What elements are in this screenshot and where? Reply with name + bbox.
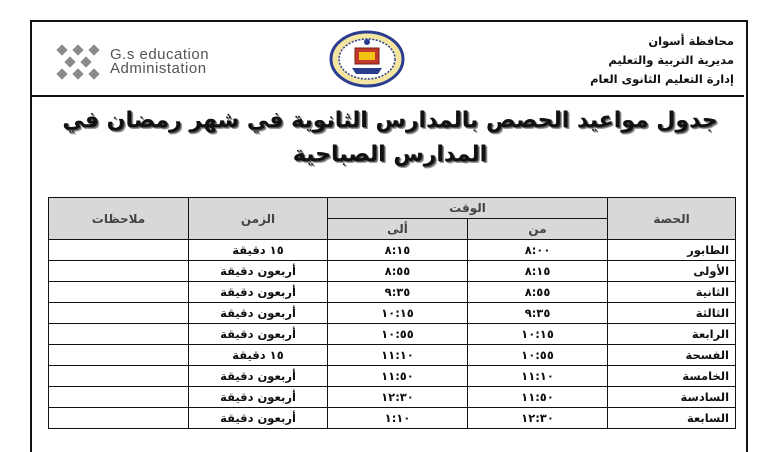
table-row: [49, 282, 736, 303]
duration-cell: أربعون دقيقة: [189, 303, 328, 324]
notes-cell: [49, 345, 189, 366]
schedule-table: [48, 197, 736, 429]
period-cell: السابعة: [608, 408, 736, 429]
title-line-2: المدارس الصباحية: [292, 142, 488, 167]
time-from-cell: ١٢:٣٠: [468, 408, 608, 429]
brand-line-2: Administation: [110, 60, 207, 77]
time-to-cell: ٨:٥٥: [328, 261, 468, 282]
page-header: [32, 22, 744, 94]
header-to: ألى: [328, 219, 468, 240]
duration-cell: أربعون دقيقة: [189, 324, 328, 345]
duration-cell: أربعون دقيقة: [189, 366, 328, 387]
notes-cell: [49, 282, 189, 303]
time-from-cell: ٨:١٥: [468, 261, 608, 282]
ministry-seal-icon: [328, 30, 406, 88]
directorate: مديرية التربية والتعليم: [608, 53, 734, 67]
title-line-1: جدول مواعيد الحصص بالمدارس الثانوية في شهر رمضان في: [62, 108, 718, 133]
time-from-cell: ٨:٠٠: [468, 240, 608, 261]
time-to-cell: ٨:١٥: [328, 240, 468, 261]
brand: [56, 44, 209, 80]
duration-cell: أربعون دقيقة: [189, 408, 328, 429]
table-row: [49, 387, 736, 408]
duration-cell: أربعون دقيقة: [189, 261, 328, 282]
time-from-cell: ١١:٥٠: [468, 387, 608, 408]
notes-cell: [49, 324, 189, 345]
table-row: [49, 345, 736, 366]
time-to-cell: ١:١٠: [328, 408, 468, 429]
table-row: [49, 303, 736, 324]
header-divider: [32, 95, 744, 97]
time-to-cell: ١٠:٥٥: [328, 324, 468, 345]
time-from-cell: ١١:١٠: [468, 366, 608, 387]
time-to-cell: ١٢:٣٠: [328, 387, 468, 408]
period-cell: السادسة: [608, 387, 736, 408]
brand-logo-icon: [56, 44, 100, 80]
table-row: [49, 261, 736, 282]
time-to-cell: ١١:١٠: [328, 345, 468, 366]
governorate: محافظة أسوان: [648, 34, 734, 48]
department: إدارة التعليم الثانوى العام: [590, 72, 734, 86]
time-to-cell: ١١:٥٠: [328, 366, 468, 387]
time-from-cell: ٨:٥٥: [468, 282, 608, 303]
time-from-cell: ٩:٣٥: [468, 303, 608, 324]
table-row: [49, 324, 736, 345]
table-row: [49, 408, 736, 429]
duration-cell: ١٥ دقيقة: [189, 240, 328, 261]
document-title: [60, 104, 720, 172]
period-cell: الفسحة: [608, 345, 736, 366]
period-cell: الثالثة: [608, 303, 736, 324]
notes-cell: [49, 240, 189, 261]
period-cell: الثانية: [608, 282, 736, 303]
time-from-cell: ١٠:١٥: [468, 324, 608, 345]
period-cell: الطابور: [608, 240, 736, 261]
period-cell: الخامسة: [608, 366, 736, 387]
schedule-rows: [49, 240, 736, 429]
table-row: [49, 366, 736, 387]
notes-cell: [49, 387, 189, 408]
time-to-cell: ٩:٣٥: [328, 282, 468, 303]
time-to-cell: ١٠:١٥: [328, 303, 468, 324]
brand-line-1: G.s education: [110, 46, 210, 63]
table-header-row: [49, 198, 736, 219]
notes-cell: [49, 303, 189, 324]
notes-cell: [49, 366, 189, 387]
duration-cell: أربعون دقيقة: [189, 282, 328, 303]
header-notes: ملاحظات: [49, 198, 189, 240]
duration-cell: أربعون دقيقة: [189, 387, 328, 408]
period-cell: الأولى: [608, 261, 736, 282]
header-from: من: [468, 219, 608, 240]
table-row: [49, 240, 736, 261]
time-from-cell: ١٠:٥٥: [468, 345, 608, 366]
header-time: الوقت: [328, 198, 608, 219]
header-period: الحصة: [608, 198, 736, 240]
notes-cell: [49, 261, 189, 282]
notes-cell: [49, 408, 189, 429]
government-info: [590, 32, 734, 89]
period-cell: الرابعة: [608, 324, 736, 345]
brand-text: [110, 48, 209, 76]
header-duration: الزمن: [189, 198, 328, 240]
duration-cell: ١٥ دقيقة: [189, 345, 328, 366]
